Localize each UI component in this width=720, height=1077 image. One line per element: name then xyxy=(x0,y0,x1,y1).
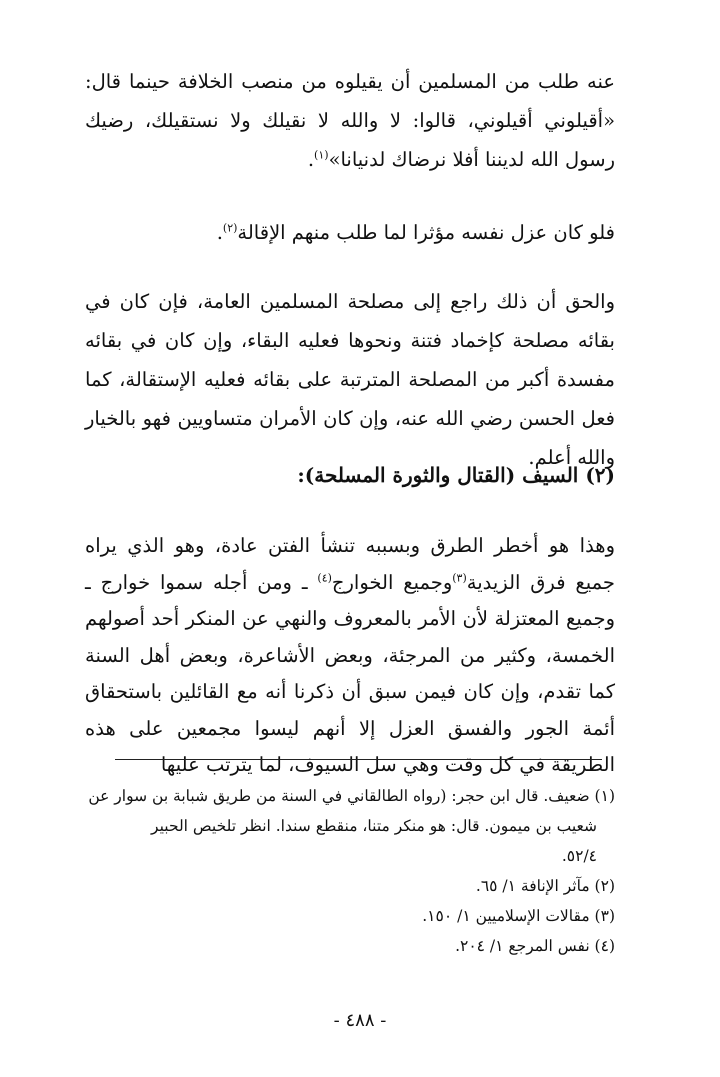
paragraph-4 xyxy=(85,528,615,784)
section-heading: (٢) السيف (القتال والثورة المسلحة): xyxy=(297,463,615,487)
paragraph-2: فلو كان عزل نفسه مؤثرا لما طلب منهم الإقالة$^{(٢)}$. xyxy=(216,221,615,244)
paragraph-4-text-c: ـ ومن أجله سموا خوارج ـ وجميع المعتزلة لأن الأمر بالمعروف والنهي عن المنكر أحد أصولهم الخمسة، وكثير من المرجئة، وبعض الأشاعرة، وبعض أهل السنة كما تقدم، وإن كان فيمن سبق أن ذكرنا أنه مع القائلين باستحقاق أئمة الجور والفسق العزل إلا أنهم ليسوا مجمعين على هذه الطريقة في كل وقت وهي سل السيوف، لما يترتب عليها xyxy=(85,570,615,776)
footnote-divider xyxy=(115,759,602,760)
paragraph-3 xyxy=(85,282,615,477)
footnote-ref-2: (٢) xyxy=(222,221,238,235)
paragraph-2-text: فلو كان عزل نفسه مؤثرا لما طلب منهم الإقالة xyxy=(237,221,615,244)
paragraph-4-text-b: وجميع الخوارج xyxy=(331,570,453,594)
footnote-ref-1: (١) xyxy=(314,148,329,162)
footnote-1-line-3: ٥٢/٤. xyxy=(561,847,597,865)
footnote-ref-4: (٤) xyxy=(317,571,332,584)
footnote-2: (٢) مآثر الإنافة ١/ ٦٥. xyxy=(475,877,615,895)
paragraph-4-text-a: وهذا هو أخطر الطرق وبسببه تنشأ الفتن عادة، وهو الذي يراه جميع فرق الزيدية xyxy=(85,534,615,594)
paragraph-1-text: عنه طلب من المسلمين أن يقيلوه من منصب الخلافة حينما قال: «أقيلوني أقيلوني، قالوا: لا والله لا نقيلك ولا نستقيلك، رضيك رسول الله لديننا أفلا نرضاك لدنيانا» xyxy=(85,70,615,171)
footnote-1-line-2: شعيب بن ميمون. قال: هو منكر متنا، منقطع سندا. انظر تلخيص الحبير xyxy=(151,817,597,835)
page-number: - ٤٨٨ - xyxy=(333,1010,387,1031)
footnote-3: (٣) مقالات الإسلاميين ١/ ١٥٠. xyxy=(422,907,615,925)
paragraph-3-text: والحق أن ذلك راجع إلى مصلحة المسلمين العامة، فإن كان في بقائه مصلحة كإخماد فتنة ونحوها فعليه البقاء، وإن كان في بقائه مفسدة أكبر من المصلحة المترتبة على بقائه فعليه الإستقالة، كما فعل الحسن رضي الله عنه، وإن كان الأمران متساويين فهو بالخيار والله أعلم. xyxy=(85,290,615,469)
paragraph-1: عنه طلب من المسلمين أن يقيلوه من منصب الخلافة حينما قال: «أقيلوني أقيلوني، قالوا: لا والله لا نقيلك ولا نستقيلك، رضيك رسول الله لديننا أفلا نرضاك لدنيانا»$^{(١)}$. xyxy=(85,70,615,171)
footnote-ref-3: (٣) xyxy=(452,571,467,584)
footnote-1-line-1: (١) ضعيف. قال ابن حجر: (رواه الطالقاني في السنة من طريق شبابة بن سوار عن xyxy=(88,787,615,805)
footnotes xyxy=(75,781,615,961)
footnote-4: (٤) نفس المرجع ١/ ٢٠٤. xyxy=(455,937,615,955)
